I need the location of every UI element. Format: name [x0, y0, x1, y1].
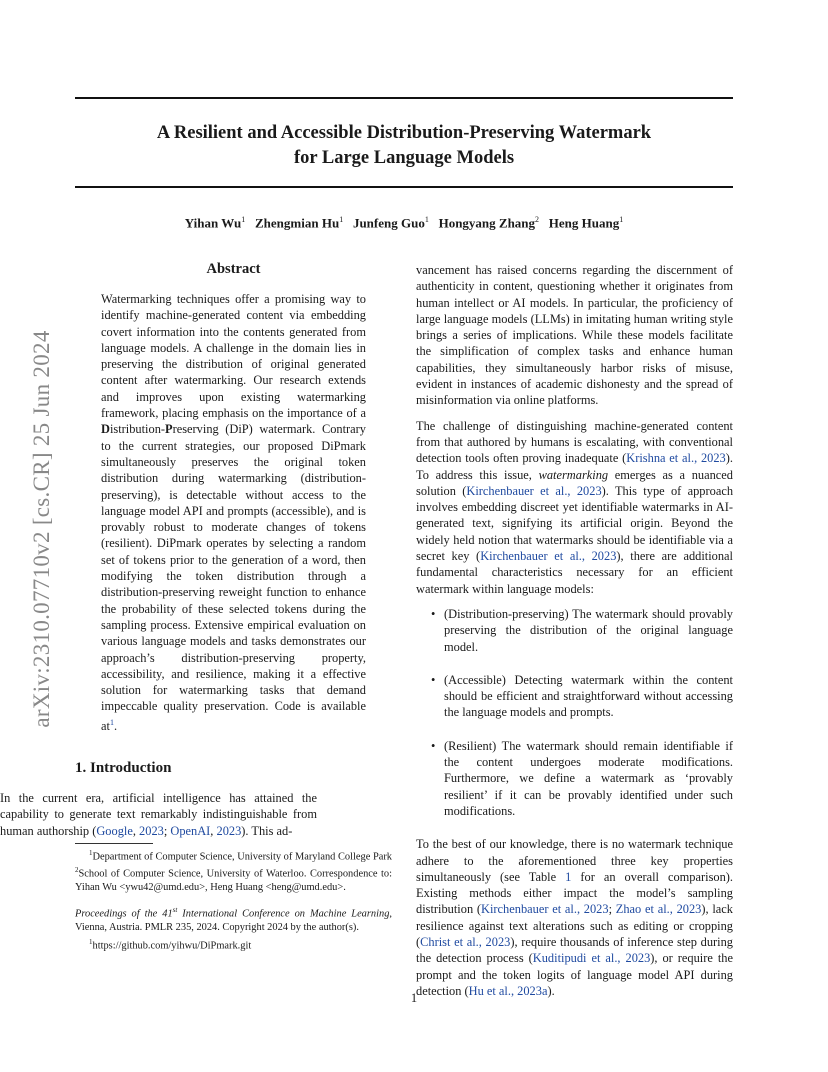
list-item: • (Resilient) The watermark should remain identifiable if the content undergoes moderate modifications. Furthermore, we define a watermark as ‘provably resilient’ if it can be provably identified under such modifications. — [444, 738, 733, 819]
body-text: ), there are additional fundamental characteristics necessary for an efficient watermark within language models: — [416, 549, 733, 596]
intro-paragraph — [416, 836, 733, 999]
citation-link[interactable]: 2023 — [139, 823, 164, 838]
citation-link[interactable]: 2023 — [216, 823, 242, 838]
title-top-rule — [75, 97, 733, 99]
author: Junfeng Guo — [352, 215, 425, 231]
abstract-text: reserving (DiP) watermark. Contrary to the current strategies, our proposed DiPmark simultaneously preserves the original token distribution during watermarking (distribution-preserving), is detectable without access to the language model API and prompts (accessible), and is provably robust to moderate changes of tokens (resilient). DiPmark operates by selecting a random set of tokens prior to the generation of a word, then modifying the token distribution through a distribution-preserving reweight function to enhance the probability of these selected tokens during the sampling process. Extensive empirical evaluation on various language models and tasks demonstrates our approach’s distribution-preserving property, accessibility, and resilience, making it a effective solution for watermarking tasks that demand impeccable quality preservation. Code is available at — [101, 422, 366, 733]
author: Hongyang Zhang — [438, 215, 536, 231]
citation-link[interactable]: Krishna et al., 2023 — [626, 451, 726, 466]
body-text: ). — [547, 983, 555, 998]
footnote-text: , Vienna, Austria. PMLR 235, 2024. Copyright 2024 by the author(s). — [75, 908, 392, 933]
author-affiliation: 1 — [339, 215, 344, 224]
body-text: To the best of our knowledge, there is no watermark technique adhere to the aforementioned three key properties simultaneously (see Table — [416, 837, 733, 884]
footnote-marker[interactable]: 1 — [109, 717, 114, 727]
section-heading-introduction: 1. Introduction — [75, 760, 172, 776]
author-affiliation: 1 — [424, 215, 429, 224]
title-bottom-rule — [75, 186, 733, 188]
arxiv-margin-identifier: arXiv:2310.07710v2 [cs.CR] 25 Jun 2024 — [29, 330, 54, 728]
body-text: ; — [163, 823, 171, 838]
body-text: , — [210, 823, 217, 838]
footnote-text: School of Computer Science, University of Waterloo. Correspondence to: Yihan Wu <ywu42@umd.edu>, Heng Huang <heng@umd.edu>. — [75, 868, 392, 894]
footnote-text: Department of Computer Science, University of Maryland College Park — [92, 851, 392, 863]
author: Yihan Wu — [184, 215, 242, 231]
intro-paragraph — [416, 418, 733, 597]
intro-paragraph: vancement has raised concerns regarding the discernment of authenticity in content, questioning whether it originates from human intellect or AI models. In particular, the proficiency of large language models (LLMs) in imitating human writing style brings a series of implications. While these models facilitate the simplification of complex tasks and enhance human capabilities, they simultaneously harbor risks of misuse, evident in instances of academic dishonesty and the spread of misinformation via online platforms. — [416, 263, 733, 408]
citation-link[interactable]: Kirchenbauer et al., 2023 — [480, 549, 617, 564]
citation-link[interactable]: Hu et al., 2023a — [468, 983, 548, 998]
footnote-text: 41 — [162, 908, 173, 920]
body-text: In the current era, artificial intelligence has attained the capability to generate text remarkably indistinguishable from human authorship ( — [0, 791, 317, 838]
footnote-marker: 1 — [89, 849, 93, 857]
footnote-marker: 1 — [89, 938, 93, 947]
abstract-emphasis: P — [165, 422, 173, 437]
footnote-text: Proceedings of the — [75, 908, 163, 920]
property-list — [416, 606, 733, 819]
citation-link[interactable]: Google — [96, 823, 133, 838]
author-list — [75, 215, 733, 231]
footnote-text: International Conference on Machine Learning — [177, 908, 390, 920]
body-text: for an overall comparison). Existing methods either impact the model’s sampling distribution ( — [416, 869, 734, 917]
abstract-heading: Abstract — [206, 261, 261, 277]
affiliation-footnote — [75, 847, 392, 895]
abstract-text: istribution- — [109, 422, 166, 437]
body-text: ), or require the prompt and the token logits of language model API during detection ( — [416, 951, 733, 998]
body-text: ), require thousands of inference step during the detection process ( — [416, 934, 734, 966]
footnote-marker: 2 — [75, 866, 79, 875]
abstract-text: . — [113, 718, 118, 733]
citation-link[interactable]: Kirchenbauer et al., 2023 — [481, 902, 609, 917]
citation-link[interactable]: Zhao et al., 2023 — [615, 902, 702, 917]
intro-paragraph — [0, 790, 317, 839]
footnote-text: st — [172, 905, 178, 914]
abstract-emphasis: D — [101, 422, 110, 437]
abstract-text: Watermarking techniques offer a promising way to identify machine-generated content via embedding covert information into the contents generated from language models. A challenge in the domain lies in preserving the distribution of original generated content after watermarking. Our research extends and improves upon existing watermarking framework, placing emphasis on the importance of a — [101, 292, 366, 421]
table-reference-link[interactable]: 1 — [565, 869, 572, 884]
author-affiliation: 1 — [241, 215, 246, 224]
author-affiliation: 2 — [535, 215, 540, 224]
abstract-body — [101, 291, 366, 734]
citation-link[interactable]: Kirchenbauer et al., 2023 — [466, 483, 602, 498]
body-text: emerges as a nuanced solution ( — [416, 467, 733, 498]
footnotes — [75, 847, 392, 953]
proceedings-note — [75, 904, 392, 935]
code-url-link[interactable]: https://github.com/yihwu/DiPmark.git — [92, 940, 252, 952]
footnote-divider — [75, 843, 153, 844]
author: Heng Huang — [548, 215, 620, 231]
author: Zhengmian Hu — [255, 215, 340, 231]
body-text: The challenge of distinguishing machine-generated content from that authored by humans is escalating, with conventional detection tools often proving inadequate ( — [416, 418, 733, 466]
emphasis-text: watermarking — [538, 467, 609, 482]
list-item: • (Accessible) Detecting watermark within the content should be efficient and straightforward without accessing the language models and prompts. — [444, 672, 733, 721]
citation-link[interactable]: Kuditipudi et al., 2023 — [532, 951, 651, 966]
right-column — [416, 262, 733, 999]
body-text: , — [132, 823, 140, 838]
body-text: ; — [608, 902, 616, 917]
code-footnote — [75, 936, 392, 953]
body-text: ). This ad- — [241, 823, 293, 838]
body-text: ), lack resilience against text alterations such as editing or cropping ( — [416, 902, 733, 949]
title-line-2: for Large Language Models — [293, 148, 515, 168]
citation-link[interactable]: OpenAI — [170, 823, 211, 838]
body-text: ). This type of approach involves embedding discreet yet identifiable watermarks in AI-generated text, signifying its artificial origin. Beyond the widely held notion that watermarks should be identifiable via a secret key ( — [416, 483, 734, 564]
citation-link[interactable]: Christ et al., 2023 — [420, 934, 511, 949]
paper-title — [75, 121, 733, 171]
author-affiliation: 1 — [619, 215, 624, 224]
body-text: ). To address this issue, — [416, 451, 733, 482]
page-number: 1 — [410, 991, 418, 1005]
title-line-1: A Resilient and Accessible Distribution-Preserving Watermark — [156, 123, 652, 143]
list-item: • (Distribution-preserving) The watermark should provably preserving the distribution of the original language model. — [444, 606, 733, 655]
